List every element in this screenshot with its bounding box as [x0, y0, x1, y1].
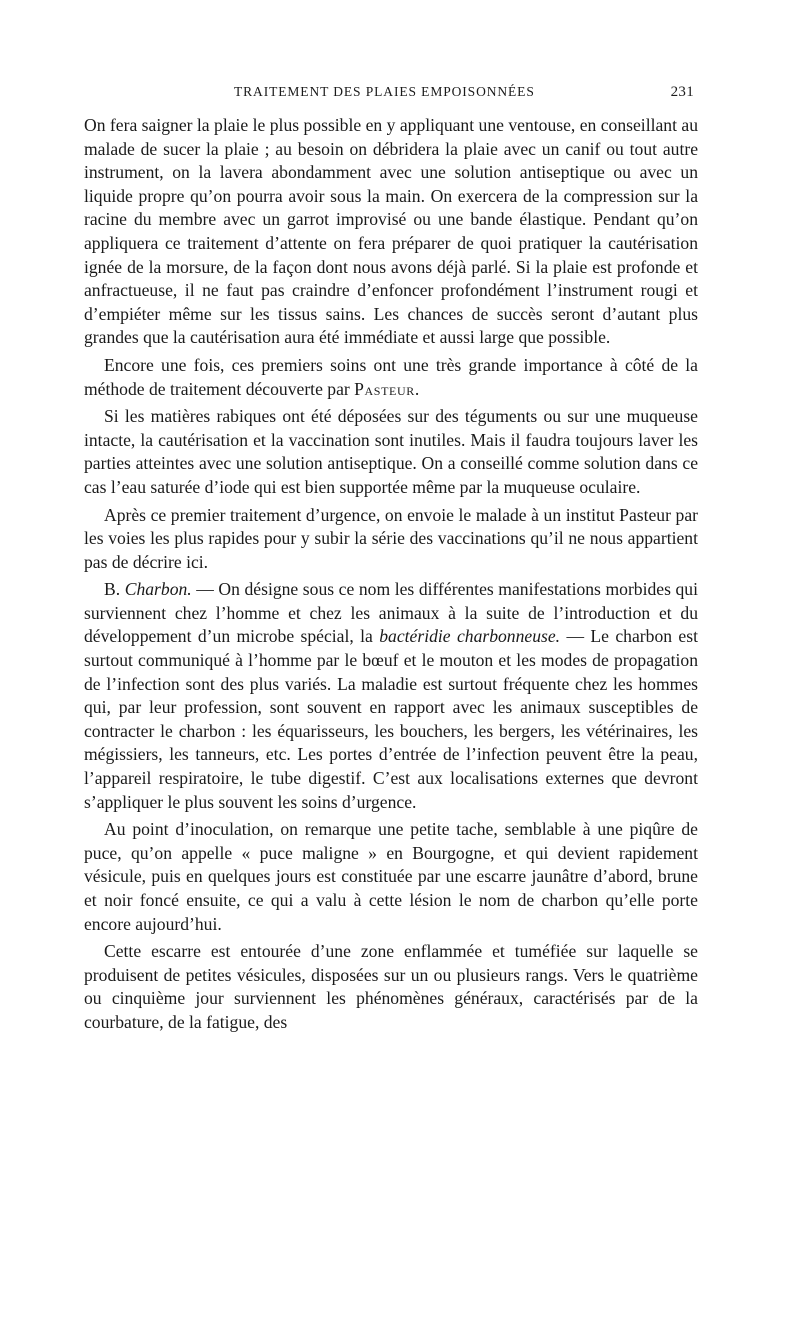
body-text: [84, 114, 698, 1035]
paragraph-end: .: [414, 378, 420, 399]
author-name: Pasteur: [354, 378, 415, 399]
running-title: TRAITEMENT DES PLAIES EMPOISONNÉES: [234, 84, 535, 99]
paragraph-text: — Le charbon est surtout communiqué à l’homme par le bœuf et le mouton et les modes de propagation de l’infection sont des plus variés. La maladie est surtout fréquente chez les hommes qui, par leur profession, sont souvent en rapport avec les animaux susceptibles de contracter le charbon : les équarisseurs, les bouchers, les bergers, les vétérinaires, les mégissiers, les tanneurs, etc. Les portes d’entrée de l’infection peuvent être la peau, l’appareil respiratoire, le tube digestif. C’est aux localisations externes que devront s’appliquer le plus souvent les soins d’urgence.: [84, 626, 698, 812]
paragraph: Si les matières rabiques ont été déposées sur des téguments ou sur une muqueuse intacte, la cautérisation et la vaccination sont inutiles. Mais il faudra toujours laver les parties atteintes avec une solution antiseptique. On a conseillé comme solution dans ce cas l’eau saturée d’iode qui est bien supportée même par la muqueuse oculaire.: [84, 406, 698, 497]
paragraph: Après ce premier traitement d’urgence, on envoie le malade à un institut Pasteur par les voies les plus rapides pour y subir la série des vaccinations qu’il ne nous appartient pas de décrire ici.: [84, 504, 698, 572]
section-paragraph: [84, 578, 698, 814]
section-label: B.: [104, 579, 121, 600]
italic-term: bactéridie charbonneuse.: [379, 626, 561, 647]
paragraph: [84, 354, 698, 401]
paragraph: Au point d’inoculation, on remarque une petite tache, semblable à une piqûre de puce, qu’on appelle « puce maligne » en Bourgogne, et qui devient rapidement vésicule, puis en quelques jours est constituée par une escarre jaunâtre d’abord, brune et noir foncé ensuite, ce qui a valu à cette lésion le nom de charbon qu’elle porte encore aujourd’hui.: [84, 819, 698, 934]
paragraph-text: — On désigne sous ce nom les différentes manifestations morbides qui surviennent chez l’homme et chez les animaux à la suite de l’introduction et du développement d’un microbe spécial, la: [84, 579, 698, 647]
paragraph: Cette escarre est entourée d’une zone enflammée et tuméfiée sur laquelle se produisent de petites vésicules, disposées sur un ou plusieurs rangs. Vers le quatrième ou cinquième jour surviennent les phénomènes généraux, caractérisés par de la courbature, de la fatigue, des: [84, 941, 698, 1032]
paragraph: On fera saigner la plaie le plus possible en y appliquant une ventouse, en conseillant au malade de sucer la plaie ; au besoin on débridera la plaie avec un canif ou tout autre instrument, on la lavera abondamment avec une solution antiseptique ou avec un liquide propre qu’on pourra avoir sous la main. On exercera de la compression sur la racine du membre avec un garrot improvisé ou une bande élastique. Pendant qu’on appliquera ce traitement d’attente on fera préparer de quoi pratiquer la cautérisation ignée de la morsure, de la façon dont nous avons déjà parlé. Si la plaie est profonde et anfractueuse, il ne faut pas craindre d’enfoncer profondément l’instrument rougi et d’empiéter même sur les tissus sains. Les chances de succès seront d’autant plus grandes que la cautérisation aura été immédiate et aussi large que possible.: [84, 115, 698, 348]
book-page: [84, 84, 698, 1039]
page-number: 231: [670, 84, 694, 100]
section-heading: Charbon.: [124, 579, 192, 600]
paragraph-text: Encore une fois, ces premiers soins ont une très grande importance à côté de la méthode de traitement découverte par: [84, 354, 698, 399]
running-header: [84, 84, 698, 106]
